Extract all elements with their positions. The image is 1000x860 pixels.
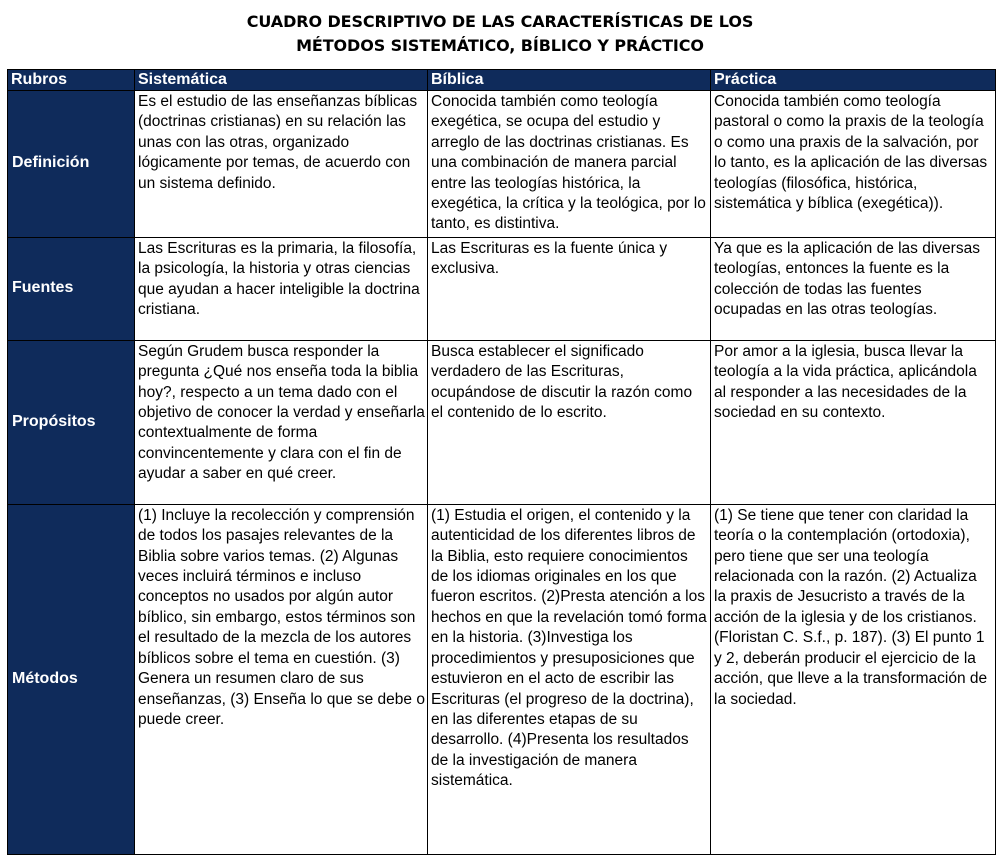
- header-practica: Práctica: [711, 70, 996, 91]
- comparison-table: [7, 69, 996, 855]
- header-sistematica: Sistemática: [135, 70, 428, 91]
- rubro-cell: Propósitos: [8, 340, 135, 504]
- cell-biblica: Las Escrituras es la fuente única y exclusiva.: [428, 237, 711, 340]
- header-biblica: Bíblica: [428, 70, 711, 91]
- table-row-definicion: [8, 91, 996, 238]
- table-header-row: [8, 70, 996, 91]
- cell-sistematica: (1) Incluye la recolección y comprensión de todos los pasajes relevantes de la Biblia sobre varios temas. (2) Algunas veces incluirá términos e incluso conceptos no usados por algún autor bíblico, sin embargo, estos términos son el resultado de la mezcla de los autores bíblicos sobre el tema en cuestión. (3) Genera un resumen claro de sus enseñanzas, (3) Enseña lo que se debe o puede creer.: [135, 504, 428, 854]
- cell-practica: (1) Se tiene que tener con claridad la teoría o la contemplación (ortodoxia), pero tiene que ser una teología relacionada con la razón. (2) Actualiza la praxis de Jesucristo a través de la acción de la iglesia y de los cristianos. (Floristan C. S.f., p. 187). (3) El punto 1 y 2, deberán producir el ejercicio de la acción, que lleve a la transformación de la sociedad.: [711, 504, 996, 854]
- rubro-cell: Fuentes: [8, 237, 135, 340]
- header-rubros: Rubros: [8, 70, 135, 91]
- table-row-metodos: [8, 504, 996, 854]
- cell-sistematica: Es el estudio de las enseñanzas bíblicas (doctrinas cristianas) en su relación las unas con las otras, organizado lógicamente por temas, de acuerdo con un sistema definido.: [135, 91, 428, 238]
- table-row-fuentes: [8, 237, 996, 340]
- rubro-cell: Definición: [8, 91, 135, 238]
- cell-practica: Conocida también como teología pastoral o como la praxis de la teología o como una praxis de la salvación, por lo tanto, es la aplicación de las diversas teologías (filosófica, histórica, sistemática y bíblica (exegética)).: [711, 91, 996, 238]
- document-title: [0, 10, 1000, 58]
- cell-sistematica: Según Grudem busca responder la pregunta ¿Qué nos enseña toda la biblia hoy?, respecto a un tema dado con el objetivo de conocer la verdad y enseñarla contextualmente de forma convincentemente y clara con el fin de ayudar a saber en qué creer.: [135, 340, 428, 504]
- cell-sistematica: Las Escrituras es la primaria, la filosofía, la psicología, la historia y otras ciencias que ayudan a hacer inteligible la doctrina cristiana.: [135, 237, 428, 340]
- cell-biblica: Busca establecer el significado verdadero de las Escrituras, ocupándose de discutir la razón como el contenido de lo escrito.: [428, 340, 711, 504]
- table-row-propositos: [8, 340, 996, 504]
- cell-practica: Ya que es la aplicación de las diversas teologías, entonces la fuente es la colección de todas las fuentes ocupadas en las otras teologías.: [711, 237, 996, 340]
- title-line-2: MÉTODOS SISTEMÁTICO, BÍBLICO Y PRÁCTICO: [296, 36, 704, 55]
- cell-practica: Por amor a la iglesia, busca llevar la teología a la vida práctica, aplicándola al responder a las necesidades de la sociedad en su contexto.: [711, 340, 996, 504]
- cell-biblica: (1) Estudia el origen, el contenido y la autenticidad de los diferentes libros de la Biblia, esto requiere conocimientos de los idiomas originales en los que fueron escritos. (2)Presta atención a los hechos en que la revelación tomó forma en la historia. (3)Investiga los procedimientos y presuposiciones que estuvieron en el acto de escribir las Escrituras (el progreso de la doctrina), en las diferentes etapas de su desarrollo. (4)Presenta los resultados de la investigación de manera sistemática.: [428, 504, 711, 854]
- rubro-cell: Métodos: [8, 504, 135, 854]
- cell-biblica: Conocida también como teología exegética, se ocupa del estudio y arreglo de las doctrinas cristianas. Es una combinación de manera parcial entre las teologías histórica, la exegética, la crítica y la teológica, por lo tanto, es distintiva.: [428, 91, 711, 238]
- title-line-1: CUADRO DESCRIPTIVO DE LAS CARACTERÍSTICAS DE LOS: [246, 12, 754, 31]
